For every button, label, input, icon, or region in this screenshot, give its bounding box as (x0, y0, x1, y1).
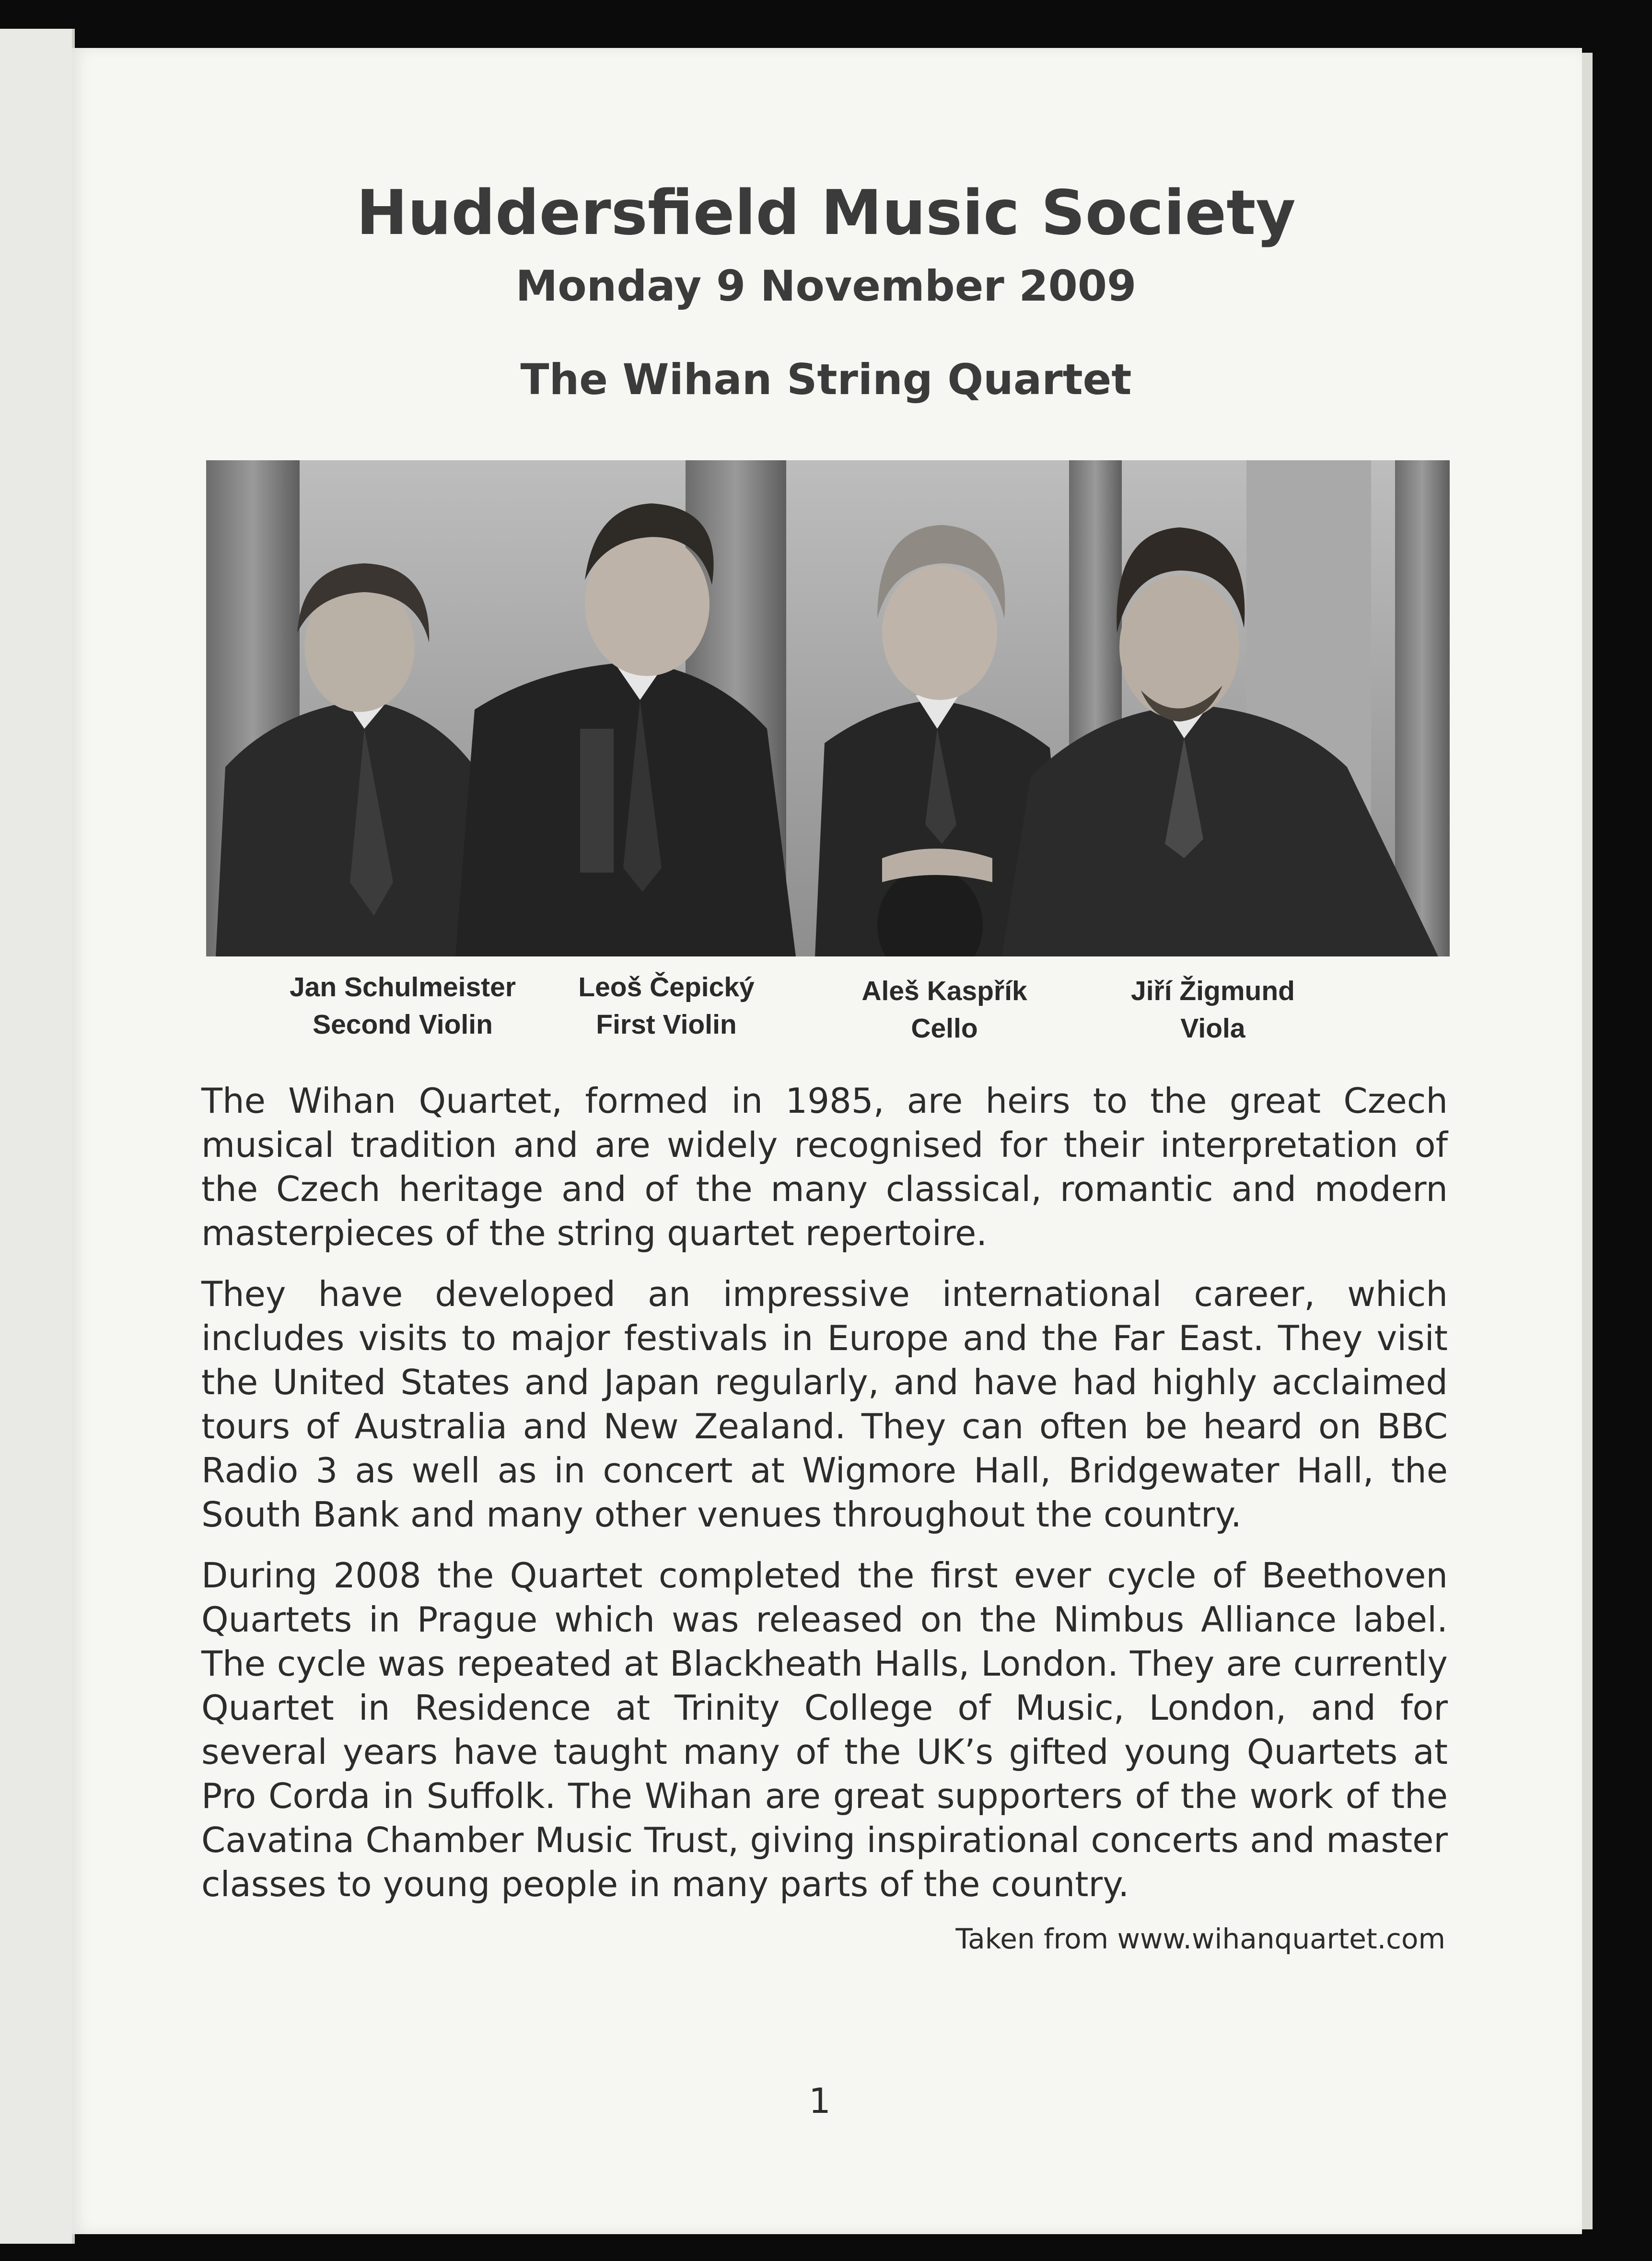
member-role: Viola (1180, 1013, 1245, 1044)
paragraph: During 2008 the Quartet completed the first ever cycle of Beethoven Quartets in Prague which was released on the Nimbus Alliance label. The cycle was repeated at Blackheath Halls, London. They are currently Quartet in Residence at Trinity College of Music, London, and for several years have taught many of the UK’s gifted young Quartets at Pro Corda in Suffolk. The Wihan are great supporters of the work of the Cavatina Chamber Music Trust, giving inspirational concerts and master classes to young people in many parts of the country. (201, 1555, 1448, 1904)
member-name: Jiří Žigmund (1131, 976, 1295, 1006)
member-role: First Violin (596, 1009, 737, 1040)
member-role: Second Violin (313, 1009, 493, 1040)
member-captions (268, 968, 1371, 1050)
concert-date: Monday 9 November 2009 (515, 261, 1137, 311)
member-caption (1079, 972, 1347, 1047)
member-caption (268, 968, 537, 1043)
paragraph: The Wihan Quartet, formed in 1985, are heirs to the great Czech musical tradition and are widely recognised for their interpretation of the Czech heritage and of the many classical, romantic and modern masterpieces of the string quartet repertoire. (201, 1081, 1448, 1253)
member-role: Cello (911, 1013, 978, 1044)
paragraph: They have developed an impressive international career, which includes visits to major festivals in Europe and the Far East. They visit the United States and Japan regularly, and have had highly acclaimed tours of Australia and New Zealand. They can often be heard on BBC Radio 3 as well as in concert at Wigmore Hall, Bridgewater Hall, the South Bank and many other venues throughout the country. (201, 1274, 1448, 1535)
biography (201, 1079, 1448, 1923)
page-title: Huddersfield Music Society (356, 177, 1296, 249)
member-caption (532, 968, 801, 1043)
member-name: Leoš Čepický (578, 972, 755, 1002)
ensemble-title: The Wihan String Quartet (520, 355, 1132, 404)
source-credit: Taken from www.wihanquartet.com (955, 1923, 1445, 1955)
member-caption (810, 972, 1079, 1047)
page-number: 1 (809, 2081, 831, 2121)
quartet-photo (206, 460, 1450, 956)
member-name: Jan Schulmeister (289, 972, 516, 1002)
member-name: Aleš Kaspřík (861, 976, 1027, 1006)
